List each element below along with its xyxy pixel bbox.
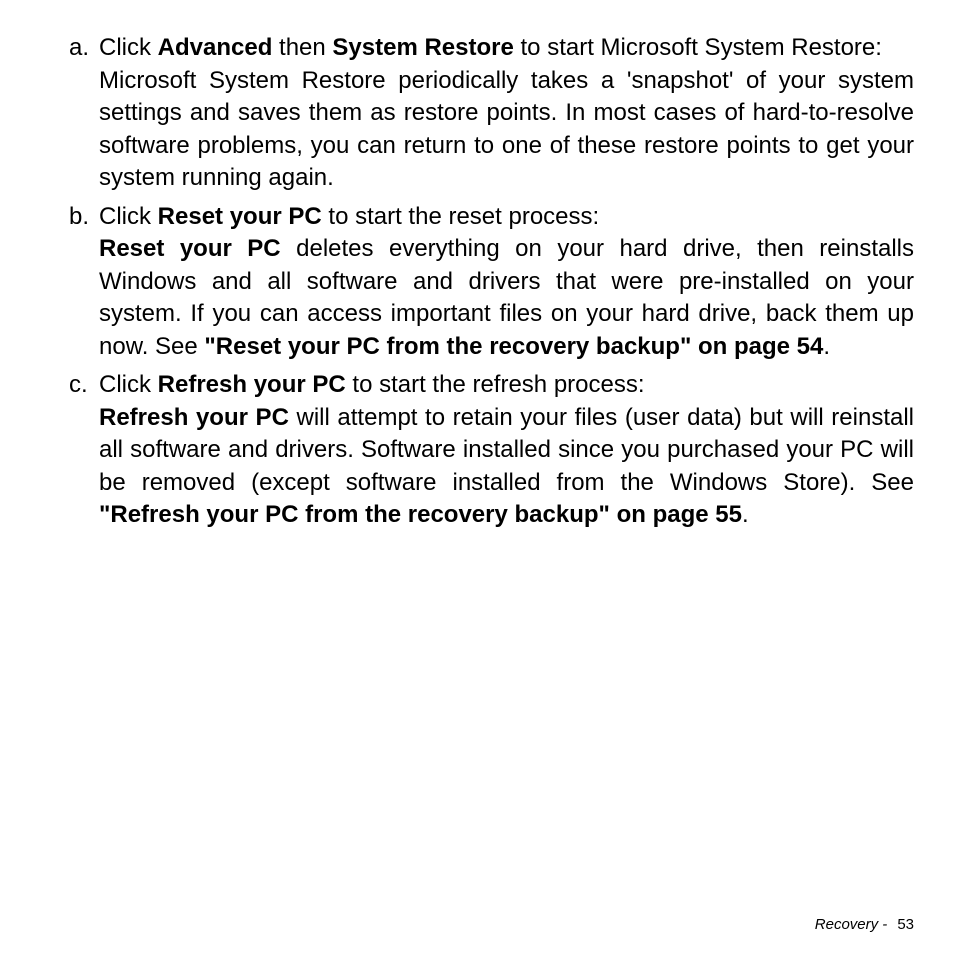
step-marker: b. (69, 202, 90, 230)
document-body (69, 32, 914, 538)
intro-text: Click (99, 202, 158, 230)
reset-your-pc-term: Reset your PC (99, 235, 281, 262)
intro-text: Click (99, 34, 158, 61)
intro-text: to start the reset process: (321, 202, 600, 230)
page-footer (815, 916, 914, 933)
step-description (99, 233, 914, 363)
reset-your-pc-option-label: Reset your PC (157, 202, 322, 230)
intro-text: to start Microsoft System Restore: (513, 34, 882, 61)
refresh-cross-reference: "Refresh your PC from the recovery backup" on page 55 (99, 501, 742, 528)
description-text: will attempt to retain your files (user data) but will reinstall all software and drivers. Software installed since you purchased your PC will be removed (except software installed from the Windows Store). See (99, 403, 914, 496)
step-intro (99, 369, 914, 402)
footer-section: Recovery - (814, 916, 888, 933)
page-number: 53 (897, 916, 914, 933)
description-text: Microsoft System Restore periodically takes a 'snapshot' of your system settings and saves them as restore points. In most cases of hard-to-resolve software problems, you can return to one of these restore points to get your system running again. (99, 66, 914, 191)
step-intro (99, 201, 914, 234)
step-a (69, 32, 914, 195)
system-restore-option-label: System Restore (332, 34, 514, 61)
step-intro (99, 32, 914, 65)
intro-text: to start the refresh process: (345, 371, 645, 398)
description-text: . (823, 332, 831, 360)
step-c (69, 369, 914, 532)
intro-text: Click (99, 371, 158, 398)
intro-text: then (272, 34, 333, 61)
step-marker: a. (69, 34, 90, 61)
refresh-your-pc-term: Refresh your PC (99, 403, 289, 431)
description-text: . (741, 501, 749, 528)
step-marker: c. (69, 371, 88, 398)
advanced-option-label: Advanced (157, 34, 273, 61)
description-text: deletes everything on your hard drive, then reinstalls Windows and all software and drivers that were pre-installed on your system. If you can access important files on your hard drive, back them up now. See (99, 235, 914, 360)
refresh-your-pc-option-label: Refresh your PC (157, 371, 346, 398)
reset-cross-reference: "Reset your PC from the recovery backup" on page 54 (204, 332, 824, 360)
step-b (69, 201, 914, 364)
step-description (99, 402, 914, 532)
step-description (99, 65, 914, 195)
